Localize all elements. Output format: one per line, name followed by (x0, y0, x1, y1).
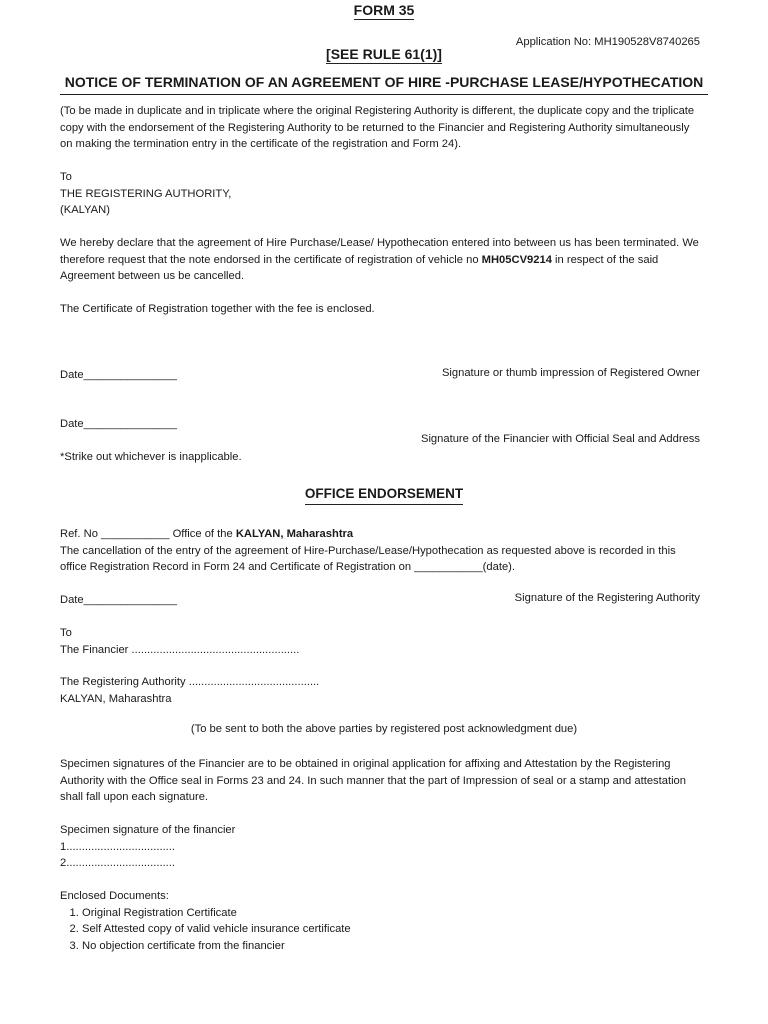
declaration-line (60, 252, 708, 269)
declaration-text: therefore request that the note endorsed in the certificate of registration of vehicle no (60, 253, 482, 266)
vehicle-number: MH05CV9214 (481, 253, 552, 266)
office-name: KALYAN, Maharashtra (235, 528, 354, 540)
rule-reference (0, 46, 768, 64)
form-number (0, 2, 768, 20)
recipient-place: KALYAN, Maharashtra (60, 692, 172, 705)
enclosed-list (60, 905, 708, 955)
application-number: Application No: MH190528V8740265 (515, 36, 700, 48)
financier-date-field: Date_______________ (60, 418, 177, 430)
specimen-heading: Specimen signature of the financier (60, 824, 236, 836)
strike-out-note: *Strike out whichever is inapplicable. (60, 451, 242, 463)
addressee-to: To (60, 171, 72, 183)
enclosed-item: 3. No objection certificate from the financier (82, 938, 708, 955)
registered-post-note: (To be sent to both the above parties by registered post acknowledgment due) (190, 723, 578, 735)
specimen-line: shall fall upon each signature. (60, 791, 209, 804)
intro-line: (To be made in duplicate and in triplicate where the original Registering Authority is different, the duplicate copy and the triplicate (60, 105, 695, 117)
specimen-paragraph (60, 756, 708, 806)
endorsement-ref-line (60, 526, 708, 543)
specimen-line: Specimen signatures of the Financier are to be obtained in original application for affixing and Attestation by the Registering (60, 758, 671, 770)
intro-line: copy with the endorsement of the Registering Authority to be returned to the Financier and Registering Authority simultaneously (60, 121, 690, 134)
endorsement-line: The cancellation of the entry of the agreement of Hire-Purchase/Lease/Hypothecation as requested above is recorded in this (60, 544, 676, 557)
declaration-line: We hereby declare that the agreement of Hire Purchase/Lease/ Hypothecation entered into between us has been terminated. We (60, 237, 699, 249)
enclosed-item: 2. Self Attested copy of valid vehicle insurance certificate (82, 921, 708, 938)
enclosed-item: 1. Original Registration Certificate (82, 905, 708, 922)
intro-paragraph (60, 103, 708, 153)
declaration-text: in respect of the said (551, 253, 659, 266)
specimen-signature-2: 2................................... (60, 857, 176, 870)
declaration-paragraph (60, 235, 708, 285)
recipient-financier: The Financier ...................................................... (60, 643, 300, 656)
specimen-signature-1: 1................................... (60, 840, 176, 853)
endorsement-paragraph (60, 526, 708, 576)
addressee-authority: THE REGISTERING AUTHORITY, (60, 187, 232, 200)
registering-authority-signature-label: Signature of the Registering Authority (514, 592, 700, 604)
office-endorsement-title: OFFICE ENDORSEMENT (305, 486, 463, 505)
recipient-authority: The Registering Authority .......................................... (60, 676, 320, 688)
endorsement-date-field: Date_______________ (60, 594, 177, 606)
owner-date-field: Date_______________ (60, 369, 177, 381)
declaration-line: Agreement between us be cancelled. (60, 270, 245, 283)
addressee-block (60, 169, 708, 219)
recipient-authority-block (60, 674, 708, 707)
specimen-signature-block (60, 822, 708, 872)
office-endorsement-heading (0, 486, 768, 505)
rule-reference-text: [SEE RULE 61(1)] (326, 46, 442, 62)
form-number-text: FORM 35 (353, 2, 415, 18)
enclosed-documents (60, 888, 708, 954)
ref-text: Ref. No ___________ Office of the (60, 528, 236, 540)
recipients-block (60, 625, 708, 658)
financier-signature-label: Signature of the Financier with Official Seal and Address (420, 433, 700, 445)
notice-title: NOTICE OF TERMINATION OF AN AGREEMENT OF HIRE -PURCHASE LEASE/HYPOTHECATION (60, 74, 708, 95)
recipients-to: To (60, 627, 72, 639)
endorsement-line: office Registration Record in Form 24 and Certificate of Registration on ___________(date). (60, 561, 516, 574)
enclosed-heading: Enclosed Documents: (60, 890, 169, 902)
owner-signature-label: Signature or thumb impression of Registered Owner (441, 367, 700, 379)
enclosure-note: The Certificate of Registration together with the fee is enclosed. (60, 303, 375, 315)
specimen-line: Authority with the Office seal in Forms 23 and 24. In such manner that the part of Impression of seal or a stamp and attestation (60, 774, 687, 787)
intro-line: on making the termination entry in the certificate of the registration and Form 24). (60, 138, 462, 151)
addressee-place: (KALYAN) (60, 204, 110, 217)
